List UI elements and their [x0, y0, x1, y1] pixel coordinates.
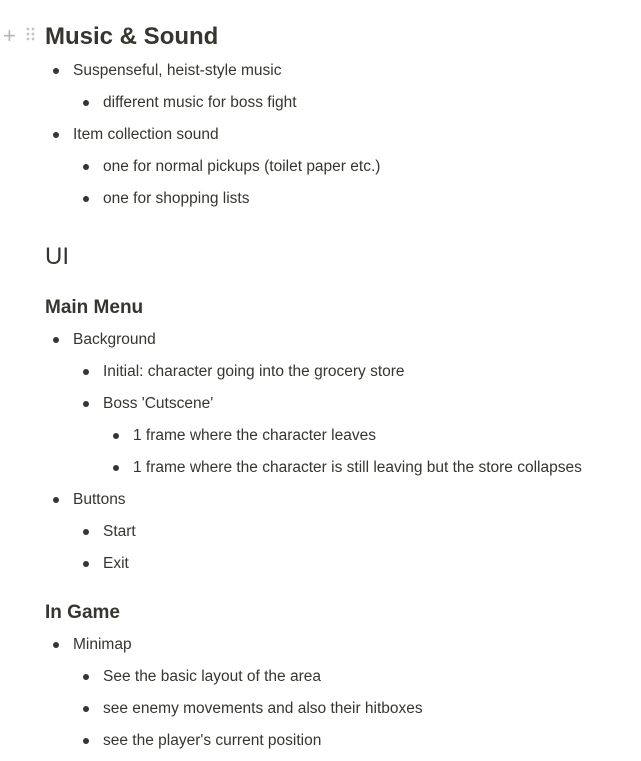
bullet-icon	[83, 738, 89, 744]
bullet-icon	[83, 706, 89, 712]
list-item-text: one for normal pickups (toilet paper etc.)	[103, 158, 381, 175]
bullet-list	[0, 629, 641, 757]
bullet-icon	[53, 497, 59, 503]
list-item-text: See the basic layout of the area	[103, 668, 322, 685]
list-item-text: 1 frame where the character leaves	[133, 427, 376, 444]
list-item[interactable]	[0, 420, 641, 452]
list-item-text: Background	[73, 331, 156, 348]
list-item[interactable]	[0, 55, 641, 87]
drag-handle-icon	[26, 27, 36, 43]
heading-music-sound[interactable]: Music & Sound	[45, 23, 219, 50]
list-item[interactable]	[0, 629, 641, 661]
bullet-list	[0, 324, 641, 580]
list-item-text: Exit	[103, 555, 129, 572]
list-item-text: Boss 'Cutscene'	[103, 395, 214, 412]
bullet-list	[0, 55, 641, 215]
bullet-icon	[83, 561, 89, 567]
bullet-icon	[113, 465, 119, 471]
list-item[interactable]	[0, 151, 641, 183]
list-item-text: Minimap	[73, 636, 132, 653]
list-item[interactable]	[0, 516, 641, 548]
list-item-text: one for shopping lists	[103, 190, 250, 207]
bullet-icon	[83, 196, 89, 202]
list-item[interactable]	[0, 693, 641, 725]
list-item[interactable]	[0, 548, 641, 580]
block-add-button[interactable]	[3, 22, 16, 50]
list-item-text: different music for boss fight	[103, 94, 297, 111]
bullet-icon	[83, 529, 89, 535]
list-item-text: 1 frame where the character is still leaving but the store collapses	[133, 459, 582, 476]
list-item-text: see enemy movements and also their hitboxes	[103, 700, 423, 717]
bullet-icon	[83, 401, 89, 407]
bullet-icon	[83, 674, 89, 680]
bullet-icon	[83, 369, 89, 375]
bullet-icon	[53, 337, 59, 343]
bullet-icon	[83, 164, 89, 170]
drag-handle[interactable]	[26, 27, 36, 48]
heading-ui[interactable]: UI	[45, 243, 69, 270]
heading-main-menu[interactable]: Main Menu	[45, 297, 144, 318]
list-item[interactable]	[0, 661, 641, 693]
bullet-icon	[53, 132, 59, 138]
bullet-icon	[83, 100, 89, 106]
bullet-icon	[53, 68, 59, 74]
list-item[interactable]	[0, 183, 641, 215]
list-item-text: Buttons	[73, 491, 126, 508]
list-item[interactable]	[0, 356, 641, 388]
list-item[interactable]	[0, 484, 641, 516]
bullet-icon	[113, 433, 119, 439]
list-item[interactable]	[0, 119, 641, 151]
list-item[interactable]	[0, 725, 641, 757]
list-item[interactable]	[0, 388, 641, 420]
list-item-text: Start	[103, 523, 136, 540]
list-item[interactable]	[0, 324, 641, 356]
plus-icon: +	[3, 23, 16, 48]
list-item-text: Initial: character going into the grocery store	[103, 363, 405, 380]
heading-in-game[interactable]: In Game	[45, 602, 120, 623]
list-item-text: see the player's current position	[103, 732, 322, 749]
list-item-text: Suspenseful, heist-style music	[73, 62, 282, 79]
list-item[interactable]	[0, 452, 641, 484]
list-item[interactable]	[0, 87, 641, 119]
bullet-icon	[53, 642, 59, 648]
list-item-text: Item collection sound	[73, 126, 219, 143]
